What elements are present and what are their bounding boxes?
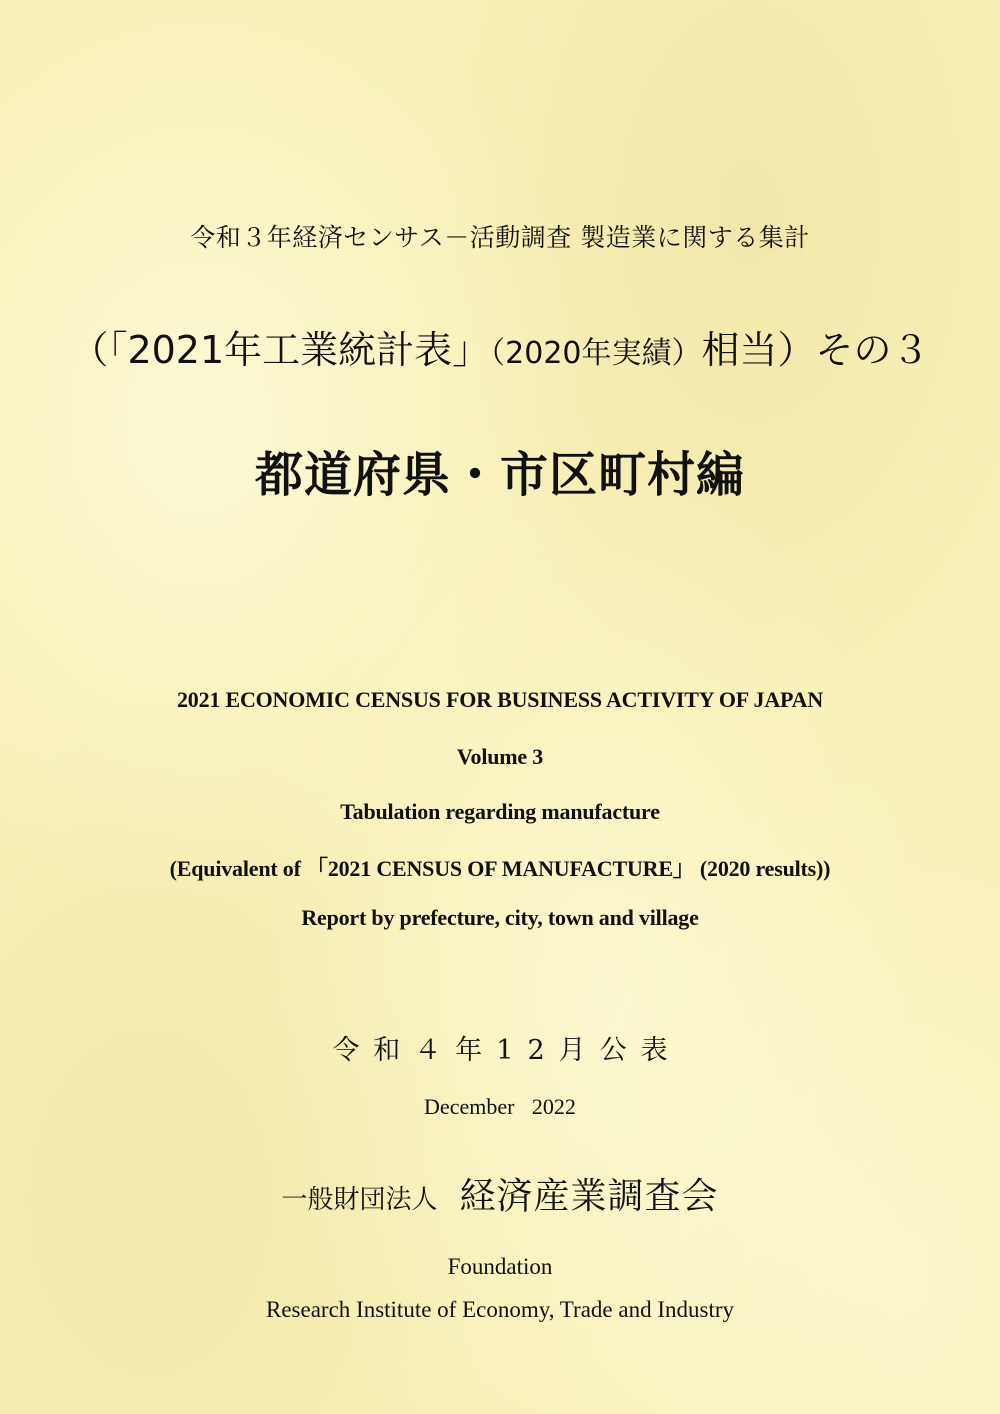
publication-date-japanese: 令和４年12月公表 xyxy=(332,1035,682,1066)
publisher-name: 経済産業調査会 xyxy=(459,1176,719,1217)
title-part-number: その３ xyxy=(815,328,930,372)
publisher-institute-english: Research Institute of Economy, Trade and Industry xyxy=(266,1297,734,1322)
title-equivalent: 相当） xyxy=(701,328,816,372)
title-census-name: 「2021年工業統計表」 xyxy=(108,328,491,372)
title-results-note: （2020年実績） xyxy=(490,336,702,371)
publisher-foundation-english: Foundation xyxy=(447,1254,553,1279)
title-open-paren: （ xyxy=(70,328,109,372)
publisher-kind: 一般財団法人 xyxy=(281,1185,438,1215)
japanese-title xyxy=(0,330,1000,372)
english-equivalent: (Equivalent of 「2021 CENSUS OF MANUFACTURE」 (2020 results)) xyxy=(169,856,831,881)
english-tabulation: Tabulation regarding manufacture xyxy=(340,799,660,824)
japanese-subtitle: 令和３年経済センサス－活動調査 製造業に関する集計 xyxy=(190,223,810,252)
english-census-title: 2021 ECONOMIC CENSUS FOR BUSINESS ACTIVITY OF JAPAN xyxy=(176,687,824,712)
japanese-main-title: 都道府県・市区町村編 xyxy=(254,447,745,503)
english-volume: Volume 3 xyxy=(456,744,544,769)
english-report-scope: Report by prefecture, city, town and village xyxy=(301,905,699,930)
publication-date-english: December 2022 xyxy=(424,1094,576,1119)
publisher-japanese xyxy=(0,1168,1000,1219)
